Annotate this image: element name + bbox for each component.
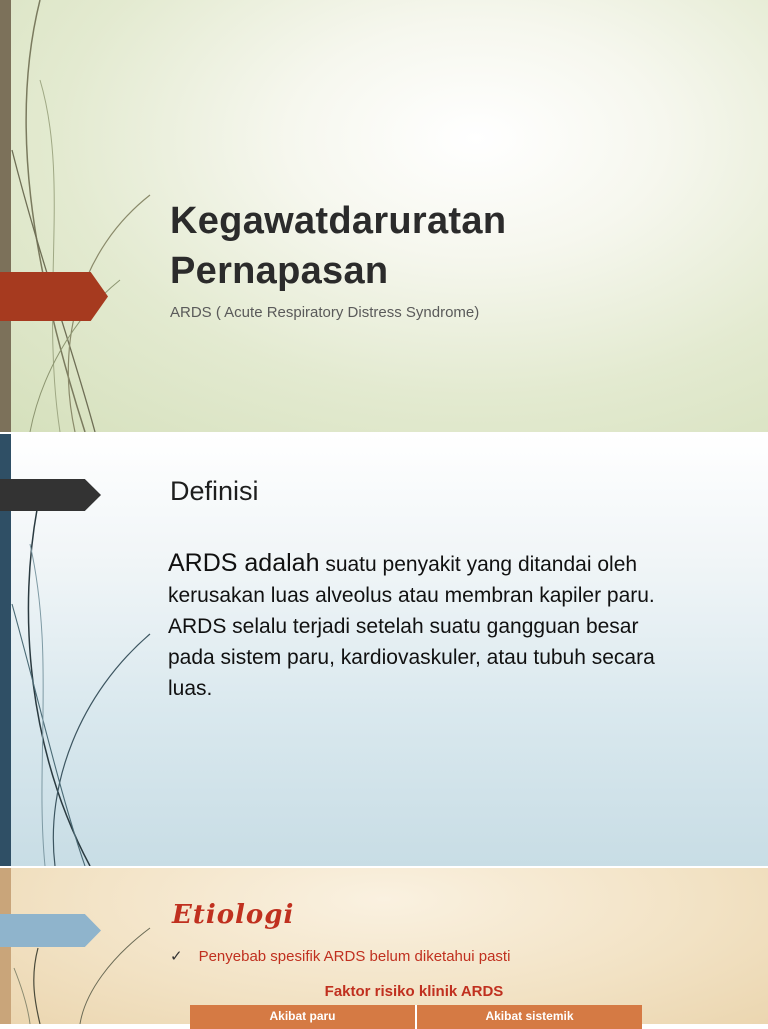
bullet-text: Penyebab spesifik ARDS belum diketahui pasti: [198, 948, 511, 965]
bullet-item: [170, 947, 510, 965]
definition-rest: suatu penyakit yang ditandai oleh kerusakan luas alveolus atau membran kapiler paru. ARDS selalu terjadi setelah suatu gangguan besar pada sistem paru, kardiovaskuler, atau tubuh secara luas.: [168, 553, 655, 700]
checkmark-icon: ✓: [170, 948, 183, 965]
risk-factor-table: [190, 1005, 642, 1029]
definition-text: [168, 548, 688, 704]
title-line: Pernapasan: [170, 250, 389, 292]
table-header-cell: Akibat paru: [190, 1005, 417, 1029]
slide-title[interactable]: [0, 0, 768, 432]
definition-lead: ARDS adalah: [168, 549, 320, 577]
section-tab: [0, 479, 101, 511]
slide-title-text: [170, 196, 730, 296]
table-header-cell: Akibat sistemik: [417, 1005, 642, 1029]
slide-etiologi[interactable]: [0, 868, 768, 1024]
section-tab: [0, 914, 101, 947]
table-title: Faktor risiko klinik ARDS: [324, 983, 504, 1000]
section-tab: [0, 272, 108, 321]
slide-heading: Definisi: [170, 476, 259, 506]
slide-subtitle: ARDS ( Acute Respiratory Distress Syndrome): [170, 304, 480, 321]
title-line: Kegawatdaruratan: [170, 200, 507, 242]
slide-heading: Etiologi: [172, 900, 295, 930]
